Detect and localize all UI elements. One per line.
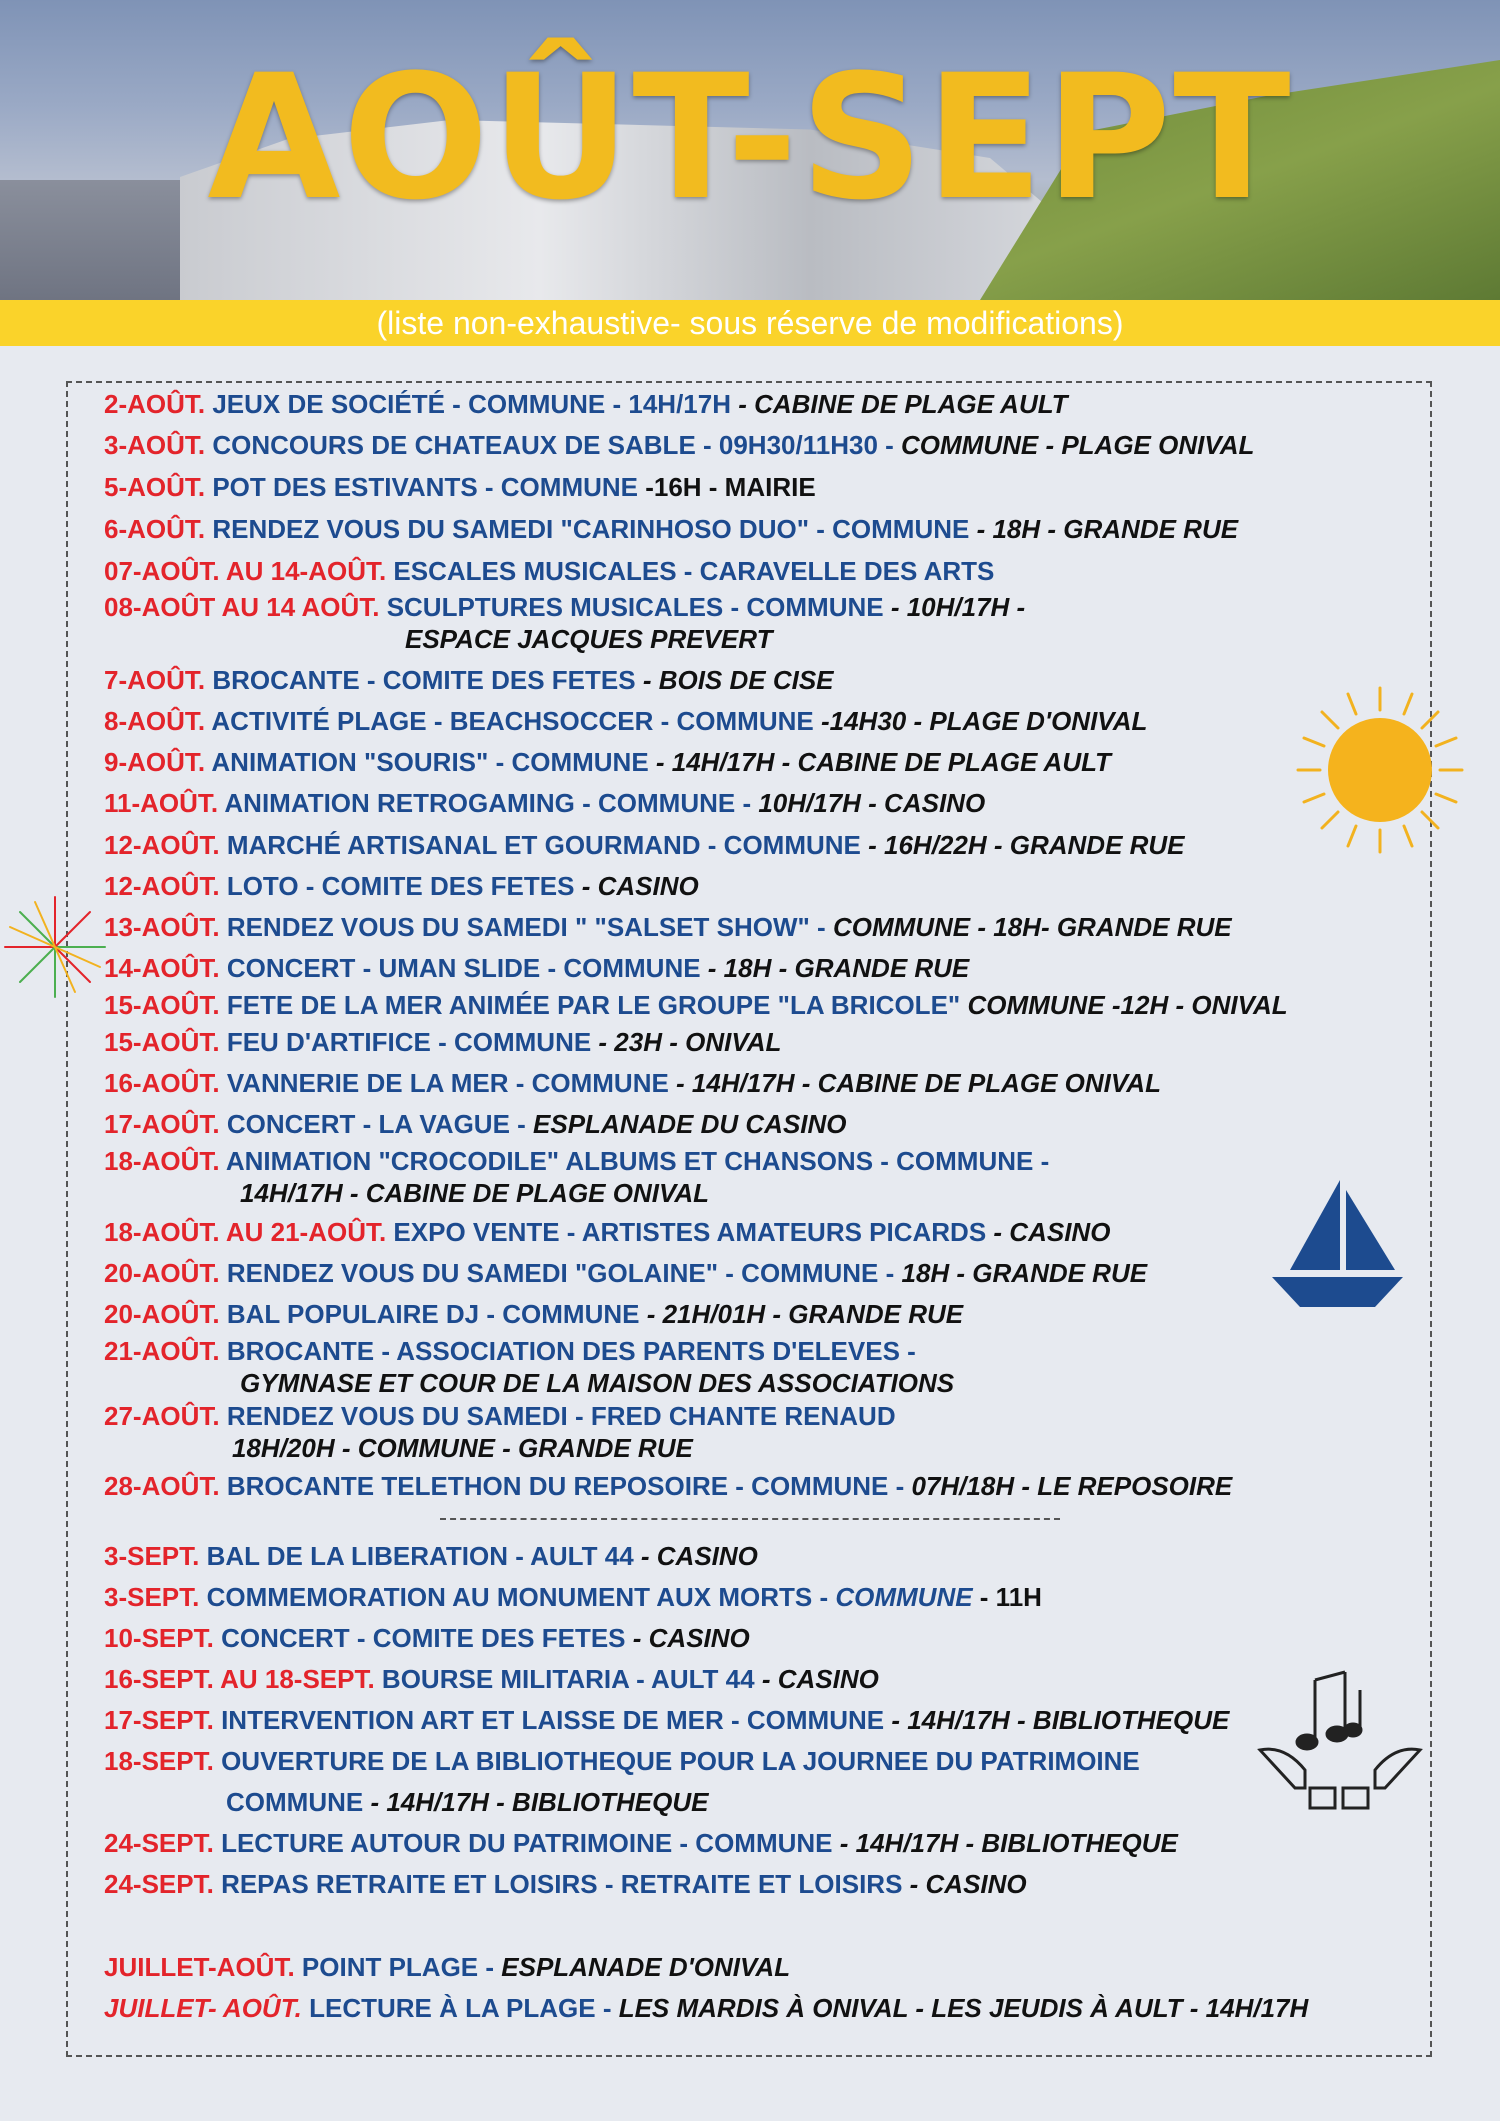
event-date: 14-AOÛT.: [104, 953, 227, 983]
event-title: VANNERIE DE LA MER - COMMUNE: [226, 1068, 669, 1098]
music-hands-icon: [1255, 1650, 1425, 1810]
event-title: RENDEZ VOUS DU SAMEDI " "SALSET SHOW" -: [226, 912, 826, 942]
event-title: JEUX DE SOCIÉTÉ - COMMUNE - 14H/17H: [212, 389, 731, 419]
event-title: POT DES ESTIVANTS - COMMUNE: [212, 472, 638, 502]
event-title: CONCOURS DE CHATEAUX DE SABLE - 09H30/11H30 -: [212, 430, 894, 460]
event-detail: 07H/18H - LE REPOSOIRE: [904, 1471, 1233, 1501]
subtitle: (liste non-exhaustive- sous réserve de modifications): [376, 305, 1124, 341]
event-detail: 14H/17H - CABINE DE PLAGE ONIVAL: [240, 1178, 710, 1208]
event-row: [104, 1146, 1049, 1176]
event-row: [104, 514, 1238, 544]
event-detail: - 11H: [972, 1582, 1042, 1612]
event-row: [104, 1258, 1147, 1288]
event-row: [104, 912, 1232, 942]
event-date: 16-SEPT. AU 18-SEPT.: [104, 1664, 382, 1694]
page-title: AOÛT-SEPT: [207, 37, 1293, 238]
event-date: 11-AOÛT.: [104, 788, 225, 818]
event-date: 07-AOÛT. AU 14-AOÛT.: [104, 556, 394, 586]
event-title: SCULPTURES MUSICALES - COMMUNE: [386, 592, 884, 622]
event-title: RENDEZ VOUS DU SAMEDI "CARINHOSO DUO" - COMMUNE: [212, 514, 970, 544]
event-row: [104, 1109, 847, 1139]
event-detail: - 21H/01H - GRANDE RUE: [639, 1299, 964, 1329]
event-detail: - BOIS DE CISE: [635, 665, 834, 695]
event-row: [104, 1993, 1308, 2023]
event-date: 17-AOÛT.: [104, 1109, 227, 1139]
event-date: 08-AOÛT AU 14 AOÛT.: [104, 592, 387, 622]
event-date: 12-AOÛT.: [104, 871, 227, 901]
event-title: EXPO VENTE - ARTISTES AMATEURS PICARDS: [393, 1217, 987, 1247]
event-date: 16-AOÛT.: [104, 1068, 227, 1098]
event-title: OUVERTURE DE LA BIBLIOTHEQUE POUR LA JOURNEE DU PATRIMOINE: [221, 1746, 1140, 1776]
event-title: ESCALES MUSICALES - CARAVELLE DES ARTS: [393, 556, 995, 586]
event-date: 24-SEPT.: [104, 1869, 222, 1899]
header-banner: [0, 0, 1500, 300]
event-detail: - CASINO: [986, 1217, 1111, 1247]
event-title: FETE DE LA MER ANIMÉE PAR LE GROUPE "LA BRICOLE": [226, 990, 961, 1020]
event-row: [104, 556, 994, 586]
event-row: [104, 1869, 1027, 1899]
event-row: [232, 1433, 693, 1463]
event-detail: COMMUNE - PLAGE ONIVAL: [893, 430, 1255, 460]
event-date: 15-AOÛT.: [104, 990, 227, 1020]
event-detail: GYMNASE ET COUR DE LA MAISON DES ASSOCIATIONS: [240, 1368, 955, 1398]
event-detail: - 14H/17H - BIBLIOTHEQUE: [884, 1705, 1230, 1735]
event-detail: LES MARDIS À ONIVAL - LES JEUDIS À AULT - 14H/17H: [611, 1993, 1309, 2023]
event-row: [104, 747, 1111, 777]
event-row: [240, 1368, 954, 1398]
event-title: INTERVENTION ART ET LAISSE DE MER - COMMUNE: [221, 1705, 885, 1735]
event-row: [104, 788, 985, 818]
event-title: LECTURE AUTOUR DU PATRIMOINE - COMMUNE: [221, 1828, 833, 1858]
event-row: [104, 990, 1288, 1020]
event-detail: - 23H - ONIVAL: [591, 1027, 782, 1057]
event-detail: ESPLANADE DU CASINO: [525, 1109, 847, 1139]
event-title: COMMUNE: [835, 1582, 973, 1612]
event-title: MARCHÉ ARTISANAL ET GOURMAND - COMMUNE: [226, 830, 861, 860]
event-date: 20-AOÛT.: [104, 1258, 227, 1288]
event-date: 2-AOÛT.: [104, 389, 213, 419]
event-row: [104, 1541, 758, 1571]
event-detail: - 14H/17H - BIBLIOTHEQUE: [832, 1828, 1178, 1858]
event-title: ACTIVITÉ PLAGE - BEACHSOCCER - COMMUNE: [211, 706, 814, 736]
event-detail: - 14H/17H - BIBLIOTHEQUE: [363, 1787, 709, 1817]
event-row: [104, 389, 1068, 419]
event-detail: COMMUNE -12H - ONIVAL: [960, 990, 1288, 1020]
event-date: 9-AOÛT.: [104, 747, 212, 777]
event-row: [104, 1746, 1140, 1776]
event-title: LECTURE À LA PLAGE -: [309, 1993, 612, 2023]
event-detail: - 14H/17H - CABINE DE PLAGE ONIVAL: [668, 1068, 1161, 1098]
event-row: [104, 1401, 896, 1431]
event-date: 6-AOÛT.: [104, 514, 213, 544]
sailboat-icon: [1270, 1175, 1405, 1315]
event-detail: 10H/17H - CASINO: [751, 788, 986, 818]
event-detail: ESPACE JACQUES PREVERT: [405, 624, 773, 654]
event-title: COMMUNE: [226, 1787, 364, 1817]
event-title: BROCANTE TELETHON DU REPOSOIRE - COMMUNE -: [226, 1471, 905, 1501]
event-date: 27-AOÛT.: [104, 1401, 227, 1431]
month-divider: [440, 1518, 1060, 1520]
event-title: CONCERT - UMAN SLIDE - COMMUNE: [226, 953, 701, 983]
event-date: JUILLET- AOÛT.: [104, 1993, 310, 2023]
event-detail: -14H30 - PLAGE D'ONIVAL: [813, 706, 1148, 736]
event-row: [104, 472, 816, 502]
event-date: 15-AOÛT.: [104, 1027, 227, 1057]
event-title: BROCANTE - COMITE DES FETES: [212, 665, 636, 695]
event-detail: - 18H - GRANDE RUE: [969, 514, 1239, 544]
event-detail: 18H - GRANDE RUE: [894, 1258, 1148, 1288]
event-detail: - CABINE DE PLAGE AULT: [731, 389, 1068, 419]
event-title: POINT PLAGE -: [301, 1952, 495, 1982]
event-row: [104, 1705, 1229, 1735]
event-title: COMMEMORATION AU MONUMENT AUX MORTS -: [206, 1582, 836, 1612]
event-title: BAL DE LA LIBERATION - AULT 44: [206, 1541, 634, 1571]
event-date: 17-SEPT.: [104, 1705, 222, 1735]
event-date: 28-AOÛT.: [104, 1471, 227, 1501]
event-detail: - CASINO: [754, 1664, 879, 1694]
event-row: [226, 1787, 709, 1817]
event-date: 3-SEPT.: [104, 1582, 207, 1612]
event-detail: -16H - MAIRIE: [638, 472, 816, 502]
event-title: BOURSE MILITARIA - AULT 44: [381, 1664, 755, 1694]
event-detail: 18H/20H - COMMUNE - GRANDE RUE: [232, 1433, 693, 1463]
event-date: 18-AOÛT.: [104, 1146, 226, 1176]
event-date: 24-SEPT.: [104, 1828, 222, 1858]
event-row: [104, 830, 1185, 860]
event-row: [104, 665, 834, 695]
event-date: 10-SEPT.: [104, 1623, 222, 1653]
event-detail: - CASINO: [574, 871, 699, 901]
event-date: 21-AOÛT.: [104, 1336, 227, 1366]
event-row: [104, 1299, 963, 1329]
event-date: 18-SEPT.: [104, 1746, 222, 1776]
event-date: 20-AOÛT.: [104, 1299, 227, 1329]
event-detail: - CASINO: [902, 1869, 1027, 1899]
event-row: [104, 1471, 1232, 1501]
event-row: [104, 1623, 750, 1653]
event-title: ANIMATION RETROGAMING - COMMUNE -: [224, 788, 752, 818]
event-detail: - 16H/22H - GRANDE RUE: [860, 830, 1185, 860]
event-detail: - 10H/17H -: [883, 592, 1026, 622]
event-title: ANIMATION "CROCODILE" ALBUMS ET CHANSONS - COMMUNE -: [225, 1146, 1050, 1176]
event-title: REPAS RETRAITE ET LOISIRS - RETRAITE ET LOISIRS: [221, 1869, 903, 1899]
event-date: 3-SEPT.: [104, 1541, 207, 1571]
event-title: BROCANTE - ASSOCIATION DES PARENTS D'ELEVES -: [226, 1336, 916, 1366]
event-row: [104, 430, 1254, 460]
event-row: [104, 1217, 1110, 1247]
event-row: [104, 1027, 781, 1057]
event-date: 12-AOÛT.: [104, 830, 227, 860]
event-title: LOTO - COMITE DES FETES: [226, 871, 575, 901]
event-row: [240, 1178, 709, 1208]
event-title: RENDEZ VOUS DU SAMEDI - FRED CHANTE RENAUD: [226, 1401, 896, 1431]
event-date: 3-AOÛT.: [104, 430, 213, 460]
event-detail: - 14H/17H - CABINE DE PLAGE AULT: [648, 747, 1111, 777]
event-date: 18-AOÛT. AU 21-AOÛT.: [104, 1217, 394, 1247]
event-detail: COMMUNE - 18H- GRANDE RUE: [825, 912, 1232, 942]
event-date: JUILLET-AOÛT.: [104, 1952, 302, 1982]
event-date: 5-AOÛT.: [104, 472, 213, 502]
event-detail: ESPLANADE D'ONIVAL: [494, 1952, 791, 1982]
event-title: FEU D'ARTIFICE - COMMUNE: [226, 1027, 592, 1057]
event-row: [104, 1664, 879, 1694]
event-row: [104, 953, 969, 983]
event-row: [104, 1336, 916, 1366]
event-row: [104, 1582, 1042, 1612]
event-title: CONCERT - LA VAGUE -: [226, 1109, 526, 1139]
event-title: RENDEZ VOUS DU SAMEDI "GOLAINE" - COMMUNE -: [226, 1258, 895, 1288]
event-detail: - CASINO: [625, 1623, 750, 1653]
event-title: CONCERT - COMITE DES FETES: [221, 1623, 626, 1653]
event-row: [405, 624, 772, 654]
event-row: [104, 592, 1025, 622]
fireworks-icon: [0, 892, 110, 1002]
event-title: BAL POPULAIRE DJ - COMMUNE: [226, 1299, 640, 1329]
event-row: [104, 1068, 1161, 1098]
event-detail: - 18H - GRANDE RUE: [700, 953, 970, 983]
event-title: ANIMATION "SOURIS" - COMMUNE: [211, 747, 649, 777]
event-date: 7-AOÛT.: [104, 665, 213, 695]
event-date: 13-AOÛT.: [104, 912, 227, 942]
event-row: [104, 1952, 790, 1982]
event-date: 8-AOÛT.: [104, 706, 212, 736]
sun-icon: [1290, 680, 1470, 860]
event-row: [104, 706, 1147, 736]
event-row: [104, 871, 699, 901]
event-detail: - CASINO: [633, 1541, 758, 1571]
event-row: [104, 1828, 1178, 1858]
